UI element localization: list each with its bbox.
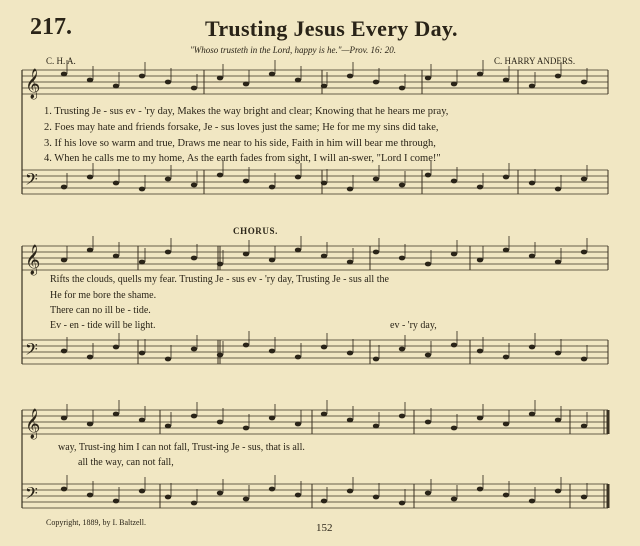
notehead — [477, 349, 483, 354]
notehead — [217, 491, 223, 496]
notehead — [477, 258, 483, 263]
notehead — [581, 424, 587, 429]
notehead — [243, 426, 249, 431]
notehead — [295, 248, 301, 253]
notehead — [61, 487, 67, 492]
notehead — [217, 262, 223, 267]
notehead — [503, 248, 509, 253]
notehead — [399, 183, 405, 188]
chorus-lyrics-line-4: Ev - en - tide will be light. — [50, 320, 156, 331]
notehead — [373, 495, 379, 500]
notehead — [87, 355, 93, 360]
notehead — [165, 424, 171, 429]
notehead — [87, 493, 93, 498]
notehead — [347, 489, 353, 494]
notehead — [87, 422, 93, 427]
notehead — [347, 74, 353, 79]
notehead — [347, 418, 353, 423]
notehead — [503, 175, 509, 180]
notehead — [113, 84, 119, 89]
notehead — [477, 416, 483, 421]
notehead — [529, 84, 535, 89]
composer-credit: C. HARRY ANDERS. — [494, 56, 576, 66]
notehead — [61, 349, 67, 354]
verse-2-lyrics: 2. Foes may hate and friends forsake, Je - sus loves just the same; He for me my sins did take, — [44, 122, 439, 133]
notehead — [113, 254, 119, 259]
notehead — [191, 86, 197, 91]
notehead — [477, 185, 483, 190]
notehead — [165, 177, 171, 182]
notehead — [555, 418, 561, 423]
bass-clef-icon: 𝄢 — [25, 483, 38, 507]
notehead — [399, 347, 405, 352]
treble-staff-2 — [22, 246, 608, 270]
notehead — [113, 412, 119, 417]
notehead — [555, 187, 561, 192]
notehead — [321, 181, 327, 186]
chorus-lyrics-line-3: There can no ill be - tide. — [50, 305, 151, 316]
notehead — [243, 82, 249, 87]
notehead — [399, 86, 405, 91]
notehead — [451, 82, 457, 87]
notehead — [113, 499, 119, 504]
notehead — [243, 252, 249, 257]
notehead — [581, 80, 587, 85]
notehead — [61, 72, 67, 77]
notehead — [295, 422, 301, 427]
notehead — [295, 355, 301, 360]
notehead — [139, 74, 145, 79]
notehead — [555, 260, 561, 265]
notehead — [425, 173, 431, 178]
notehead — [425, 76, 431, 81]
notehead — [191, 414, 197, 419]
notehead — [243, 343, 249, 348]
notehead — [373, 80, 379, 85]
chorus-lyrics-line-5: way, Trust-ing him I can not fall, Trust-ing Je - sus, that is all. — [58, 442, 305, 453]
notehead — [269, 487, 275, 492]
notehead — [581, 250, 587, 255]
notehead — [165, 495, 171, 500]
notehead — [321, 412, 327, 417]
hymn-title: Trusting Jesus Every Day. — [205, 16, 458, 41]
bass-clef-icon: 𝄢 — [25, 169, 38, 193]
notehead — [165, 80, 171, 85]
notehead — [347, 260, 353, 265]
notehead — [581, 177, 587, 182]
notehead — [451, 497, 457, 502]
notehead — [555, 351, 561, 356]
notehead — [165, 250, 171, 255]
notehead — [269, 349, 275, 354]
notehead — [373, 424, 379, 429]
notehead — [477, 487, 483, 492]
notehead — [399, 414, 405, 419]
notehead — [87, 175, 93, 180]
notehead — [217, 353, 223, 358]
chorus-lyrics-line-4b: ev - 'ry day, — [390, 320, 437, 331]
notehead — [191, 501, 197, 506]
treble-staff-1 — [22, 70, 608, 94]
verse-4-lyrics: 4. When he calls me to my home, As the earth fades from sight, I will an-swer, "Lord I come!" — [44, 153, 441, 164]
notehead — [139, 418, 145, 423]
notehead — [529, 499, 535, 504]
notehead — [555, 489, 561, 494]
notehead — [503, 422, 509, 427]
notehead — [529, 412, 535, 417]
notehead — [191, 183, 197, 188]
notehead — [321, 499, 327, 504]
lyricist-credit: C. H. A. — [46, 56, 76, 66]
copyright-notice: Copyright, 1889, by I. Baltzell. — [46, 518, 146, 527]
notehead — [451, 426, 457, 431]
notehead — [113, 181, 119, 186]
notehead — [61, 416, 67, 421]
notehead — [269, 258, 275, 263]
notehead — [373, 250, 379, 255]
notehead — [191, 256, 197, 261]
notehead — [399, 501, 405, 506]
notehead — [139, 260, 145, 265]
notehead — [399, 256, 405, 261]
notehead — [295, 493, 301, 498]
treble-clef-icon: 𝄞 — [25, 69, 41, 99]
page-number: 152 — [316, 522, 333, 534]
notehead — [425, 262, 431, 267]
notehead — [217, 173, 223, 178]
notehead — [503, 493, 509, 498]
notehead — [139, 351, 145, 356]
notehead — [373, 357, 379, 362]
notehead — [451, 179, 457, 184]
treble-staff-3 — [22, 410, 608, 434]
notehead — [321, 84, 327, 89]
notehead — [139, 489, 145, 494]
notehead — [61, 185, 67, 190]
notehead — [321, 254, 327, 259]
chorus-lyrics-line-6: all the way, can not fall, — [78, 457, 174, 468]
notehead — [425, 491, 431, 496]
notehead — [529, 345, 535, 350]
verse-3-lyrics: 3. If his love so warm and true, Draws me near to his side, Faith in him will bear me through, — [44, 138, 436, 149]
notehead — [113, 345, 119, 350]
notehead — [503, 355, 509, 360]
notehead — [217, 76, 223, 81]
treble-clef-icon: 𝄞 — [25, 409, 41, 439]
notehead — [87, 78, 93, 83]
hymn-number: 217. — [30, 14, 72, 40]
chorus-lyrics-line-2: He for me bore the shame. — [50, 290, 157, 301]
scripture-epigraph: "Whoso trusteth in the Lord, happy is he."—Prov. 16: 20. — [190, 45, 396, 55]
notehead — [61, 258, 67, 263]
notehead — [451, 252, 457, 257]
notehead — [581, 357, 587, 362]
bass-staff-2 — [22, 340, 608, 364]
notehead — [347, 187, 353, 192]
notehead — [529, 254, 535, 259]
notehead — [269, 185, 275, 190]
notehead — [581, 495, 587, 500]
treble-clef-icon: 𝄞 — [25, 245, 41, 275]
notehead — [529, 181, 535, 186]
notehead — [87, 248, 93, 253]
notehead — [217, 420, 223, 425]
notehead — [321, 345, 327, 350]
notehead — [373, 177, 379, 182]
notehead — [347, 351, 353, 356]
notehead — [425, 420, 431, 425]
chorus-label: CHORUS. — [233, 226, 278, 236]
notehead — [191, 347, 197, 352]
notehead — [555, 74, 561, 79]
bass-staff-1 — [22, 170, 608, 194]
verse-1-lyrics: 1. Trusting Je - sus ev - 'ry day, Makes the way bright and clear; Knowing that he hears me pray, — [44, 106, 449, 117]
notehead — [269, 416, 275, 421]
chorus-lyrics-line-1: Rifts the clouds, quells my fear. Trusting Je - sus ev - 'ry day, Trusting Je - sus all the — [50, 274, 389, 285]
notehead — [451, 343, 457, 348]
notehead — [243, 497, 249, 502]
notehead — [269, 72, 275, 77]
notehead — [477, 72, 483, 77]
notehead — [295, 78, 301, 83]
notehead — [139, 187, 145, 192]
bass-clef-icon: 𝄢 — [25, 339, 38, 363]
notehead — [243, 179, 249, 184]
bass-staff-3 — [22, 484, 608, 508]
notehead — [165, 357, 171, 362]
notehead — [425, 353, 431, 358]
notehead — [503, 78, 509, 83]
notehead — [295, 175, 301, 180]
